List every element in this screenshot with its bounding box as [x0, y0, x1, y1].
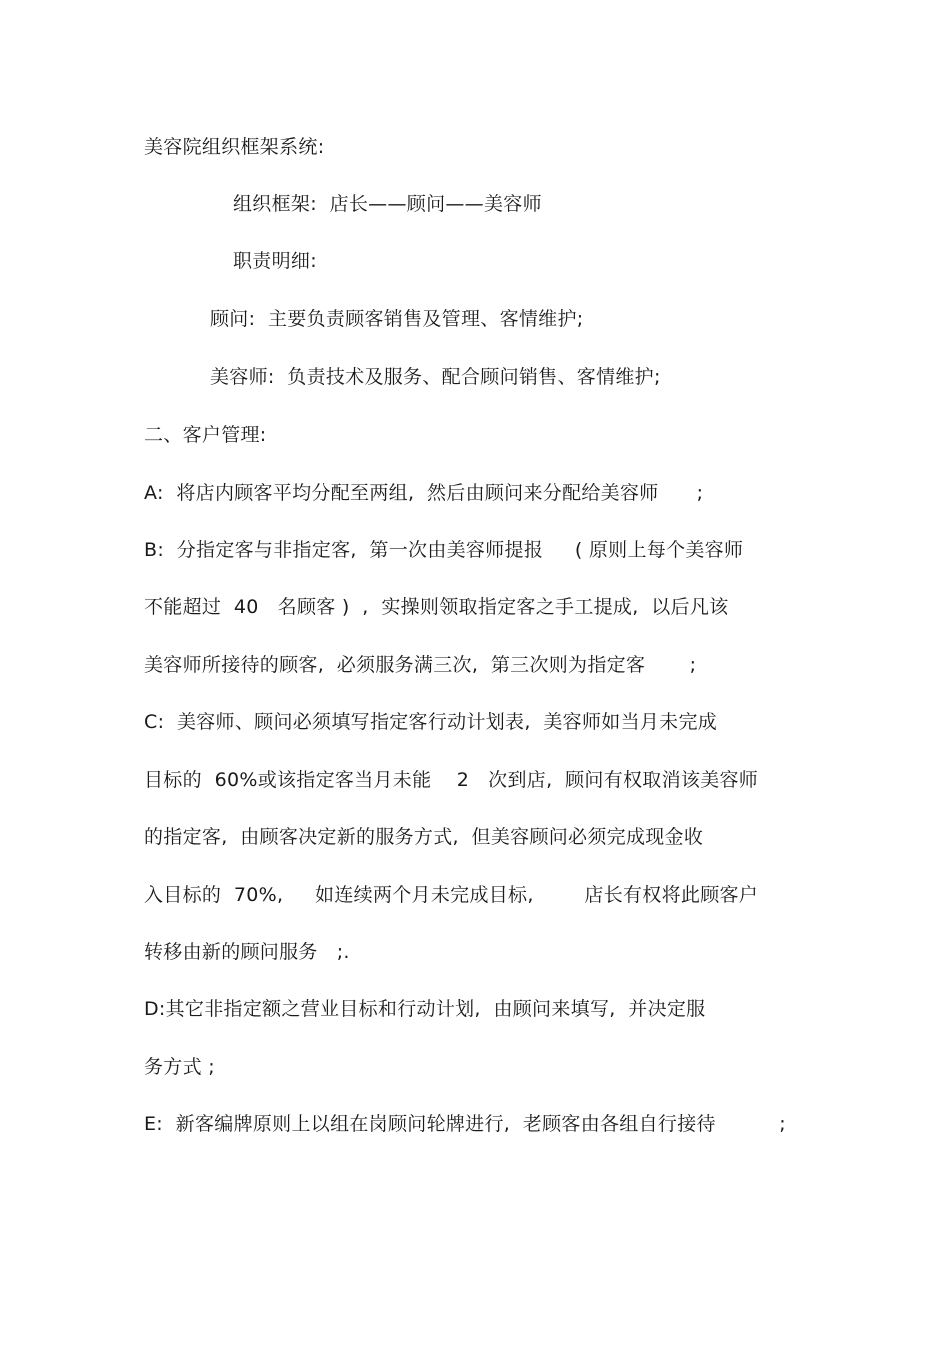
- consultant-duty: 顾问: 主要负责顾客销售及管理、客情维护;: [210, 308, 584, 330]
- document-heading: 美容院组织框架系统:: [144, 136, 325, 158]
- item-c-line-2: 目标的 60%或该指定客当月未能 2 次到店, 顾问有权取消该美容师: [144, 769, 759, 791]
- item-e: E: 新客编牌原则上以组在岗顾问轮牌进行, 老顾客由各组自行接待 ;: [144, 1113, 786, 1135]
- item-c-line-1: C: 美容师、顾问必须填写指定客行动计划表, 美容师如当月未完成: [144, 711, 718, 733]
- section2-title: 二、客户管理:: [144, 424, 267, 446]
- item-b-line-3: 美容师所接待的顾客, 必须服务满三次, 第三次则为指定客 ;: [144, 654, 697, 676]
- item-a: A: 将店内顾客平均分配至两组, 然后由顾问来分配给美容师 ;: [144, 482, 704, 504]
- item-c-line-3: 的指定客, 由顾客决定新的服务方式, 但美容顾问必须完成现金收: [144, 826, 704, 848]
- duties-title: 职责明细:: [233, 250, 317, 272]
- org-frame-line: 组织框架: 店长——顾问——美容师: [233, 193, 542, 215]
- item-d-line-1: D:其它非指定额之营业目标和行动计划, 由顾问来填写, 并决定服: [144, 998, 706, 1020]
- item-c-line-5: 转移由新的顾问服务 ;.: [144, 941, 350, 963]
- item-d-line-2: 务方式 ;: [144, 1056, 215, 1078]
- item-c-line-4: 入目标的 70%, 如连续两个月未完成目标, 店长有权将此顾客户: [144, 884, 759, 906]
- item-b-line-2: 不能超过 40 名顾客 ) , 实操则领取指定客之手工提成, 以后凡该: [144, 596, 729, 618]
- beautician-duty: 美容师: 负责技术及服务、配合顾问销售、客情维护;: [210, 366, 661, 388]
- item-b-line-1: B: 分指定客与非指定客, 第一次由美容师提报 ( 原则上每个美容师: [144, 539, 744, 561]
